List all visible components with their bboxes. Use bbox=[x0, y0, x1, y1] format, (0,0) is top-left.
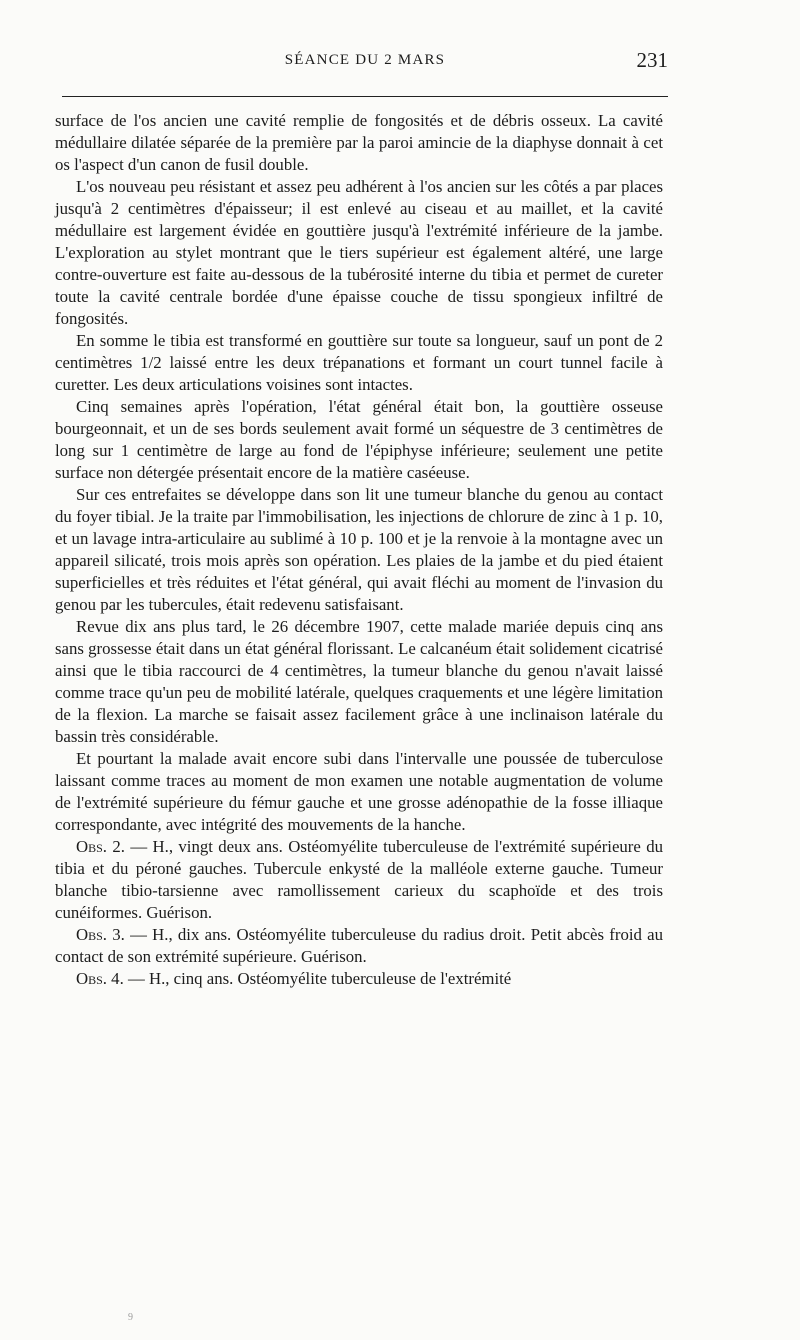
paragraph: Cinq semaines après l'opération, l'état général était bon, la gouttière osseuse bourgeonnait, et un de ses bords seulement avait formé un séquestre de 3 centimètres de long sur 1 centimètre de large au fond de l'épiphyse inférieure; seulement une petite surface non détergée présentait encore de la matière caséeuse. bbox=[55, 397, 663, 482]
paragraph: Revue dix ans plus tard, le 26 décembre 1907, cette malade mariée depuis cinq ans sans grossesse était dans un état général florissant. Le calcanéum était solidement cicatrisé ainsi que le tibia raccourci de 4 centimètres, la tumeur blanche du genou n'avait laissé comme trace qu'un peu de mobilité latérale, quelques craquements et une légère limitation de la flexion. La marche se faisait assez facilement grâce à une inclinaison latérale du bassin très considérable. bbox=[55, 617, 663, 746]
page-number: 231 bbox=[636, 48, 668, 72]
observation-3: Obs. 3. — H., dix ans. Ostéomyélite tuberculeuse du radius droit. Petit abcès froid au contact de son extrémité supérieure. Guérison. bbox=[55, 925, 663, 966]
observation-label: Obs. 4. bbox=[76, 969, 124, 988]
observation-label: Obs. 3. bbox=[76, 925, 125, 944]
observation-4: Obs. 4. — H., cinq ans. Ostéomyélite tuberculeuse de l'extrémité bbox=[76, 969, 512, 988]
paragraph: Sur ces entrefaites se développe dans son lit une tumeur blanche du genou au contact du foyer tibial. Je la traite par l'immobilisation, les injections de chlorure de zinc à 1 p. 10, et un lavage intra-articulaire au sublimé à 10 p. 100 et je la renvoie à la montagne avec un appareil silicaté, trois mois après son opération. Les plaies de la jambe et du pied étaient superficielles et très réduites et l'état général, qui avait fléchi au moment de l'invasion du genou par les tubercules, était redevenu satisfaisant. bbox=[55, 485, 663, 614]
body-text bbox=[55, 110, 663, 990]
observation-label: Obs. 2. bbox=[76, 837, 125, 856]
paragraph: En somme le tibia est transformé en gouttière sur toute sa longueur, sauf un pont de 2 centimètres 1/2 laissé entre les deux trépanations et formant un court tunnel facile à curetter. Les deux articulations voisines sont intactes. bbox=[55, 331, 663, 394]
paragraph: surface de l'os ancien une cavité remplie de fongosités et de débris osseux. La cavité médullaire dilatée séparée de la première par la paroi amincie de la diaphyse donnait à cet os l'aspect d'un canon de fusil double. bbox=[55, 111, 663, 174]
corner-mark: 9 bbox=[128, 1312, 133, 1323]
observation-2: Obs. 2. — H., vingt deux ans. Ostéomyélite tuberculeuse de l'extrémité supérieure du tibia et du péroné gauches. Tubercule enkysté de la malléole externe gauche. Tumeur blanche tibio-tarsienne avec ramollissement carieux du scaphoïde et des trois cunéiformes. Guérison. bbox=[55, 837, 663, 922]
running-head bbox=[62, 48, 668, 76]
running-title: SÉANCE DU 2 MARS bbox=[284, 52, 446, 68]
paragraph: L'os nouveau peu résistant et assez peu adhérent à l'os ancien sur les côtés a par places jusqu'à 2 centimètres d'épaisseur; il est enlevé au ciseau et au maillet, et la cavité médullaire est largement évidée en gouttière jusqu'à l'extrémité inférieure de la jambe. L'exploration au stylet montrant que le tiers supérieur est également altéré, une large contre-ouverture est faite au-dessous de la tubérosité interne du tibia et permet de cureter toute la cavité centrale bordée d'une épaisse couche de tissu spongieux infiltré de fongosités. bbox=[55, 177, 663, 328]
header-rule bbox=[62, 96, 668, 97]
paragraph: Et pourtant la malade avait encore subi dans l'intervalle une poussée de tuberculose laissant comme traces au moment de mon examen une notable augmentation de volume de l'extrémité supérieure du fémur gauche et une grosse adénopathie de la fosse illiaque correspondante, avec intégrité des mouvements de la hanche. bbox=[55, 749, 663, 834]
